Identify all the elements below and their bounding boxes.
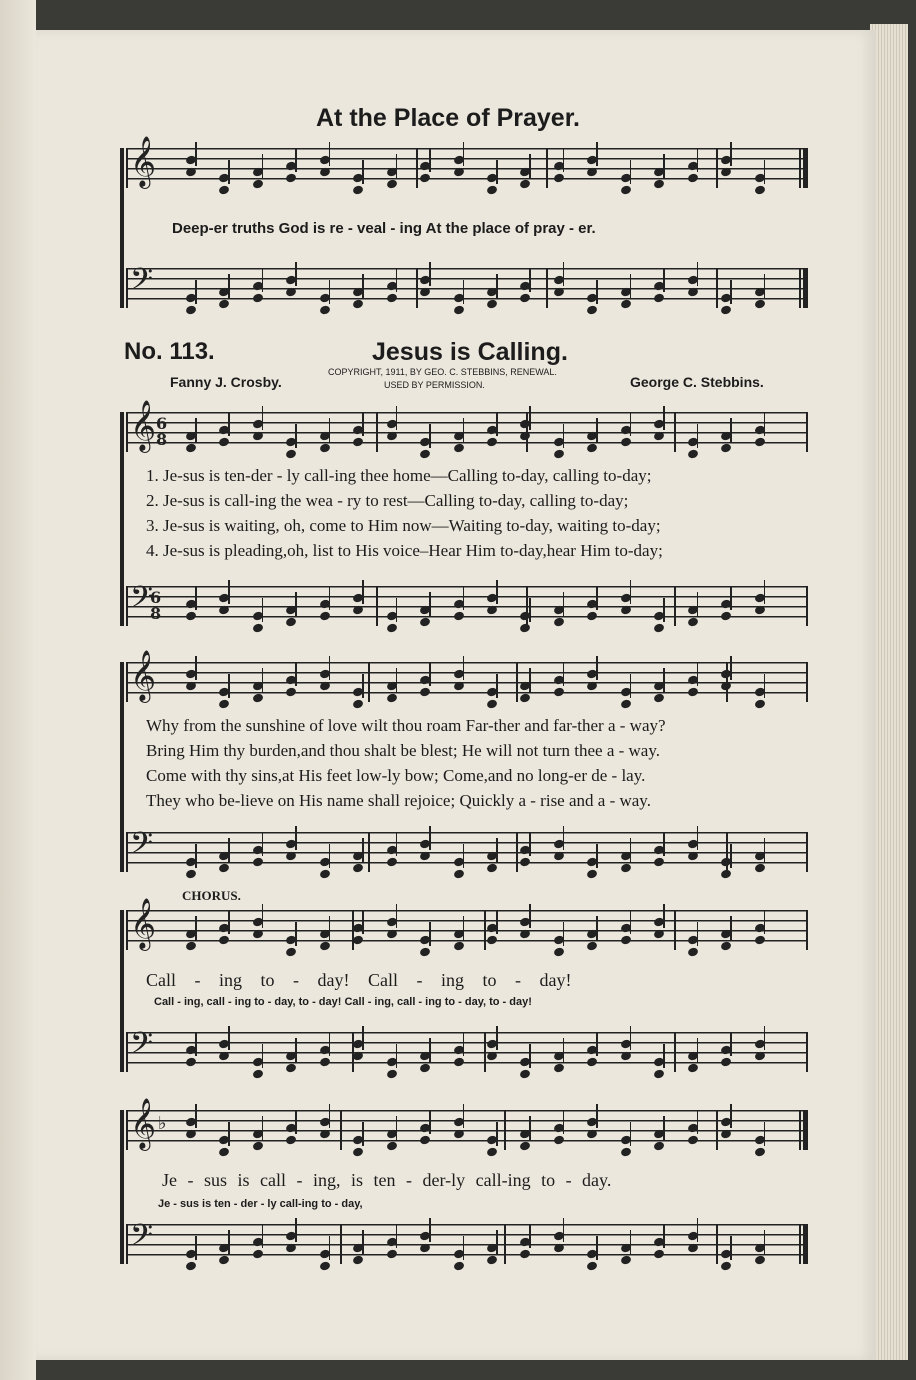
note-stem xyxy=(663,406,665,430)
note-stem xyxy=(195,418,197,442)
note-stem xyxy=(262,904,264,928)
note-stem xyxy=(262,668,264,692)
note-stem xyxy=(295,262,297,286)
note-stem xyxy=(596,586,598,610)
note-stem xyxy=(295,148,297,172)
note-stem xyxy=(396,1224,398,1248)
note-stem xyxy=(730,916,732,940)
book-spine xyxy=(0,0,36,1380)
note-stem xyxy=(228,580,230,604)
note-stem xyxy=(329,1236,331,1260)
hymn-title: Jesus is Calling. xyxy=(372,338,568,366)
bass-clef-icon: 𝄢 xyxy=(130,581,154,622)
treble-clef-icon: 𝄞 xyxy=(130,1098,157,1149)
note-stem xyxy=(228,412,230,436)
note-stem xyxy=(396,154,398,178)
note-stem xyxy=(295,592,297,616)
hymn-author: Fanny J. Crosby. xyxy=(170,374,282,390)
note-stem xyxy=(228,1026,230,1050)
chorus-line-2-small: Je - sus is ten - der - ly call-ing to - day, xyxy=(158,1198,363,1210)
note-stem xyxy=(730,1104,732,1128)
note-stem xyxy=(228,274,230,298)
note-stem xyxy=(295,922,297,946)
note-stem xyxy=(529,1044,531,1068)
note-stem xyxy=(362,910,364,934)
note-stem xyxy=(228,910,230,934)
note-stem xyxy=(596,844,598,868)
note-stem xyxy=(730,142,732,166)
note-stem xyxy=(262,154,264,178)
note-stem xyxy=(429,1038,431,1062)
note-stem xyxy=(630,580,632,604)
note-stem xyxy=(663,832,665,856)
note-stem xyxy=(596,1236,598,1260)
time-signature: 6 8 xyxy=(150,588,162,623)
verse-4-line-2: They who be-lieve on His name shall rejoice; Quickly a - rise and a - way. xyxy=(146,791,651,810)
note-stem xyxy=(764,674,766,698)
note-stem xyxy=(396,598,398,622)
note-stem xyxy=(563,662,565,686)
note-stem xyxy=(362,1026,364,1050)
note-stem xyxy=(329,142,331,166)
note-stem xyxy=(396,832,398,856)
verse-4-line-1: 4. Je-sus is pleading,oh, list to His voice–Hear Him to-day,hear Him to-day; xyxy=(146,541,663,560)
note-stem xyxy=(663,268,665,292)
note-stem xyxy=(596,916,598,940)
note-stem xyxy=(529,406,531,430)
note-stem xyxy=(463,1236,465,1260)
note-stem xyxy=(529,832,531,856)
note-stem xyxy=(529,1224,531,1248)
note-stem xyxy=(429,148,431,172)
flat-icon: ♭ xyxy=(158,1113,167,1134)
note-stem xyxy=(563,148,565,172)
note-stem xyxy=(228,1230,230,1254)
note-stem xyxy=(730,656,732,680)
note-stem xyxy=(463,1032,465,1056)
note-stem xyxy=(596,142,598,166)
treble-clef-icon: 𝄞 xyxy=(130,136,157,187)
note-stem xyxy=(730,1032,732,1056)
note-stem xyxy=(362,1230,364,1254)
treble-clef-icon: 𝄞 xyxy=(130,650,157,701)
note-stem xyxy=(295,1218,297,1242)
note-stem xyxy=(496,274,498,298)
note-stem xyxy=(228,1122,230,1146)
note-stem xyxy=(630,910,632,934)
note-stem xyxy=(362,580,364,604)
note-stem xyxy=(463,280,465,304)
note-stem xyxy=(262,1044,264,1068)
note-stem xyxy=(262,598,264,622)
chorus-line-1-small: Call - ing, call - ing to - day, to - day! Call - ing, call - ing to - day, to - day! xyxy=(154,996,532,1008)
copyright-line-2: USED BY PERMISSION. xyxy=(384,380,485,390)
note-stem xyxy=(496,910,498,934)
note-stem xyxy=(630,1230,632,1254)
note-stem xyxy=(764,1026,766,1050)
note-stem xyxy=(529,598,531,622)
note-stem xyxy=(329,418,331,442)
note-stem xyxy=(563,1218,565,1242)
note-stem xyxy=(295,826,297,850)
time-signature: 6 8 xyxy=(156,414,168,449)
note-stem xyxy=(563,592,565,616)
note-stem xyxy=(563,922,565,946)
note-stem xyxy=(563,262,565,286)
note-stem xyxy=(463,418,465,442)
note-stem xyxy=(563,826,565,850)
note-stem xyxy=(697,1038,699,1062)
note-stem xyxy=(262,832,264,856)
note-stem xyxy=(429,424,431,448)
note-stem xyxy=(362,1122,364,1146)
note-stem xyxy=(429,826,431,850)
note-stem xyxy=(429,1218,431,1242)
note-stem xyxy=(329,844,331,868)
note-stem xyxy=(228,838,230,862)
note-stem xyxy=(563,1110,565,1134)
verse-1-line-2: Why from the sunshine of love wilt thou roam Far-ther and far-ther a - way? xyxy=(146,716,666,735)
note-stem xyxy=(429,592,431,616)
note-stem xyxy=(362,274,364,298)
note-stem xyxy=(329,586,331,610)
note-stem xyxy=(463,586,465,610)
note-stem xyxy=(362,412,364,436)
note-stem xyxy=(764,412,766,436)
note-stem xyxy=(529,268,531,292)
note-stem xyxy=(697,1110,699,1134)
note-stem xyxy=(463,142,465,166)
hymn-number: No. 113. xyxy=(124,338,215,365)
note-stem xyxy=(730,418,732,442)
note-stem xyxy=(228,160,230,184)
note-stem xyxy=(596,1104,598,1128)
note-stem xyxy=(396,268,398,292)
hymn-composer: George C. Stebbins. xyxy=(630,374,764,390)
note-stem xyxy=(529,1116,531,1140)
note-stem xyxy=(663,1044,665,1068)
note-stem xyxy=(496,412,498,436)
note-stem xyxy=(329,916,331,940)
note-stem xyxy=(663,1224,665,1248)
note-stem xyxy=(764,838,766,862)
note-stem xyxy=(396,668,398,692)
verse-3-line-2: Come with thy sins,at His feet low-ly bow; Come,and no long-er de - lay. xyxy=(146,766,646,785)
note-stem xyxy=(496,1230,498,1254)
verse-3-line-1: 3. Je-sus is waiting, oh, come to Him now—Waiting to-day, waiting to-day; xyxy=(146,516,661,535)
copyright-line-1: COPYRIGHT, 1911, BY GEO. C. STEBBINS, RENEWAL. xyxy=(328,367,557,377)
note-stem xyxy=(563,424,565,448)
top-hymn-title: At the Place of Prayer. xyxy=(316,104,581,132)
note-stem xyxy=(195,844,197,868)
note-stem xyxy=(329,280,331,304)
note-stem xyxy=(596,656,598,680)
note-stem xyxy=(295,662,297,686)
note-stem xyxy=(195,1032,197,1056)
note-stem xyxy=(362,160,364,184)
note-stem xyxy=(228,674,230,698)
note-stem xyxy=(195,916,197,940)
note-stem xyxy=(663,904,665,928)
note-stem xyxy=(429,262,431,286)
note-stem xyxy=(663,154,665,178)
chorus-line-2: Je - sus is call - ing, is ten - der-ly call-ing to - day. xyxy=(162,1170,612,1190)
note-stem xyxy=(362,838,364,862)
note-stem xyxy=(429,1110,431,1134)
verse-2-line-2: Bring Him thy burden,and thou shalt be blest; He will not turn thee a - way. xyxy=(146,741,660,760)
note-stem xyxy=(496,160,498,184)
note-stem xyxy=(295,1038,297,1062)
treble-clef-icon: 𝄞 xyxy=(130,898,157,949)
note-stem xyxy=(262,268,264,292)
note-stem xyxy=(630,1026,632,1050)
note-stem xyxy=(496,1026,498,1050)
note-stem xyxy=(697,826,699,850)
note-stem xyxy=(396,1116,398,1140)
note-stem xyxy=(329,656,331,680)
note-stem xyxy=(764,1122,766,1146)
note-stem xyxy=(630,1122,632,1146)
note-stem xyxy=(195,586,197,610)
chorus-line-1: Call - ing to - day! Call - ing to - day! xyxy=(146,970,572,990)
note-stem xyxy=(262,1224,264,1248)
note-stem xyxy=(429,922,431,946)
note-stem xyxy=(596,1032,598,1056)
note-stem xyxy=(730,1236,732,1260)
note-stem xyxy=(663,668,665,692)
note-stem xyxy=(429,662,431,686)
note-stem xyxy=(663,598,665,622)
bass-clef-icon: 𝄢 xyxy=(130,1219,154,1260)
note-stem xyxy=(730,844,732,868)
note-stem xyxy=(195,1104,197,1128)
note-stem xyxy=(697,424,699,448)
note-stem xyxy=(396,904,398,928)
note-stem xyxy=(596,418,598,442)
note-stem xyxy=(596,280,598,304)
note-stem xyxy=(730,280,732,304)
top-hymn-lyric: Deep-er truths God is re - veal - ing At the place of pray - er. xyxy=(172,220,596,237)
note-stem xyxy=(630,160,632,184)
note-stem xyxy=(496,580,498,604)
note-stem xyxy=(730,586,732,610)
note-stem xyxy=(262,1116,264,1140)
note-stem xyxy=(563,1038,565,1062)
note-stem xyxy=(463,916,465,940)
chorus-label: CHORUS. xyxy=(182,888,241,903)
note-stem xyxy=(529,668,531,692)
note-stem xyxy=(295,1110,297,1134)
note-stem xyxy=(329,1104,331,1128)
note-stem xyxy=(529,904,531,928)
verse-2-line-1: 2. Je-sus is call-ing the wea - ry to rest—Calling to-day, calling to-day; xyxy=(146,491,629,510)
note-stem xyxy=(697,592,699,616)
note-stem xyxy=(396,406,398,430)
note-stem xyxy=(329,1032,331,1056)
note-stem xyxy=(529,154,531,178)
note-stem xyxy=(697,148,699,172)
note-stem xyxy=(463,844,465,868)
note-stem xyxy=(764,160,766,184)
note-stem xyxy=(262,406,264,430)
note-stem xyxy=(663,1116,665,1140)
note-stem xyxy=(697,262,699,286)
note-stem xyxy=(764,580,766,604)
note-stem xyxy=(195,656,197,680)
verse-1-line-1: 1. Je-sus is ten-der - ly call-ing thee home—Calling to-day, calling to-day; xyxy=(146,466,652,485)
note-stem xyxy=(362,674,364,698)
note-stem xyxy=(764,910,766,934)
note-stem xyxy=(195,1236,197,1260)
note-stem xyxy=(630,674,632,698)
note-stem xyxy=(630,838,632,862)
note-stem xyxy=(195,142,197,166)
bass-clef-icon: 𝄢 xyxy=(130,1027,154,1068)
note-stem xyxy=(764,1230,766,1254)
note-stem xyxy=(463,656,465,680)
note-stem xyxy=(697,922,699,946)
note-stem xyxy=(697,1218,699,1242)
note-stem xyxy=(463,1104,465,1128)
note-stem xyxy=(496,674,498,698)
note-stem xyxy=(295,424,297,448)
note-stem xyxy=(630,274,632,298)
bass-clef-icon: 𝄢 xyxy=(130,263,154,304)
note-stem xyxy=(496,1122,498,1146)
note-stem xyxy=(764,274,766,298)
note-stem xyxy=(697,662,699,686)
bass-clef-icon: 𝄢 xyxy=(130,827,154,868)
note-stem xyxy=(630,412,632,436)
treble-clef-icon: 𝄞 xyxy=(130,400,157,451)
note-stem xyxy=(396,1044,398,1068)
note-stem xyxy=(496,838,498,862)
note-stem xyxy=(195,280,197,304)
